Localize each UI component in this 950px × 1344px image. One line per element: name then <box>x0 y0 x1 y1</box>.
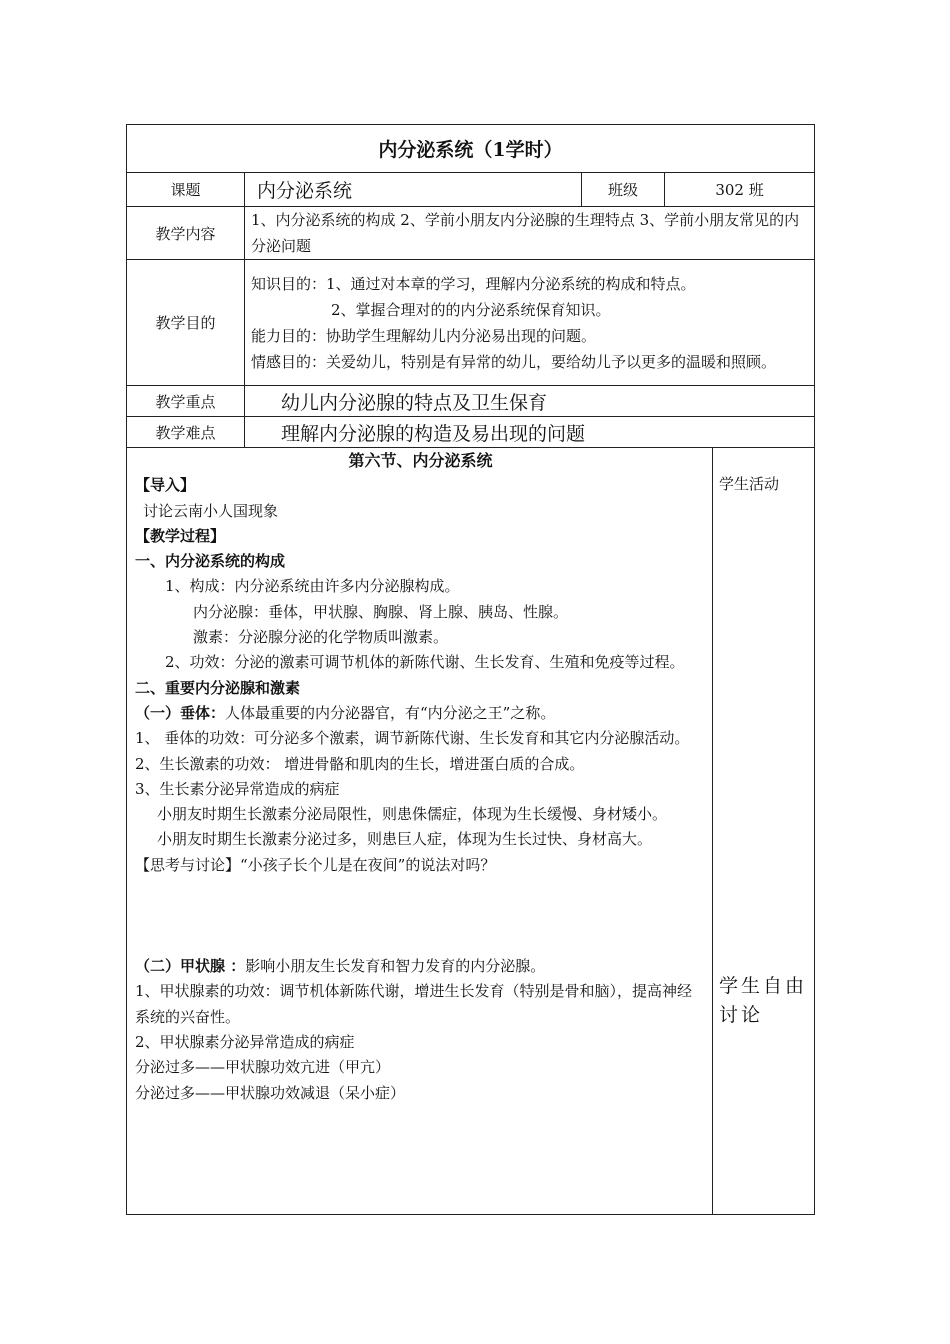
lesson-content-cell <box>127 448 713 1215</box>
lesson-plan-page <box>126 124 814 1215</box>
key-point-label: 教学重点 <box>127 386 245 417</box>
emotion-goal: 情感目的：关爱幼儿，特别是有异常的幼儿，要给幼儿予以更多的温暖和照顾。 <box>251 352 777 371</box>
lesson-body-table <box>126 447 815 1215</box>
pituitary-function: 1、 垂体的功效：可分泌多个激素，调节新陈代谢、生长发育和其它内分泌腺活动。 <box>135 729 690 748</box>
goals-label: 教学目的 <box>127 260 245 386</box>
difficulty-text: 理解内分泌腺的构造及易出现的问题 <box>245 417 815 448</box>
composition-line: 1、构成：内分泌系统由许多内分泌腺构成。 <box>165 577 460 596</box>
part1-heading: 一、内分泌系统的构成 <box>135 552 286 571</box>
thyroid-heading: （二）甲状腺 ： <box>135 957 246 976</box>
growth-hormone-function: 2、生长激素的功效： 增进骨骼和肌肉的生长，增进蛋白质的合成。 <box>135 754 585 773</box>
difficulty-label: 教学难点 <box>127 417 245 448</box>
part2-heading: 二、重要内分泌腺和激素 <box>135 678 301 697</box>
gigantism-line: 小朋友时期生长激素分泌过多，则患巨人症，体现为生长过快、身材高大。 <box>157 830 653 849</box>
thyroid-intro <box>135 954 706 979</box>
class-value: 302 班 <box>665 173 815 207</box>
glands-line: 内分泌腺：垂体，甲状腺、胸腺、肾上腺、胰岛、性腺。 <box>193 602 569 621</box>
pituitary-text: 人体最重要的内分泌器官，有“内分泌之王”之称。 <box>225 703 556 722</box>
class-label: 班级 <box>582 173 665 207</box>
student-activity-cell <box>713 448 815 1215</box>
key-point-text: 幼儿内分泌腺的特点及卫生保育 <box>245 386 815 417</box>
thyroid-text: 影响小朋友生长发育和智力发育的内分泌腺。 <box>245 957 546 976</box>
goals-cell <box>245 260 815 386</box>
thyroxine-function: 1、甲状腺素的功效：调节机体新陈代谢，增进生长发育（特别是骨和脑），提高神经系统的兴奋性。 <box>135 982 693 1026</box>
document-title: 内分泌系统（1学时） <box>127 125 815 173</box>
thyroxine-disorders: 2、甲状腺素分泌异常造成的病症 <box>135 1032 355 1051</box>
pituitary-intro <box>135 701 706 726</box>
function-line: 2、功效：分泌的激素可调节机体的新陈代谢、生长发育、生殖和免疫等过程。 <box>165 653 685 672</box>
section-title: 第六节、内分泌系统 <box>348 451 493 470</box>
growth-hormone-disorders: 3、生长素分泌异常造成的病症 <box>135 779 340 798</box>
discussion-question: 【思考与讨论】“小孩子长个儿是在夜间”的说法对吗？ <box>135 855 496 874</box>
content-text: 1、内分泌系统的构成 2、学前小朋友内分泌腺的生理特点 3、学前小朋友常见的内分泌问题 <box>245 207 815 260</box>
hypothyroid-line: 分泌过多——甲状腺功效减退（呆小症） <box>135 1083 406 1102</box>
discussion-space <box>135 878 706 954</box>
dwarfism-line: 小朋友时期生长激素分泌局限性，则患侏儒症，体现为生长缓慢、身材矮小。 <box>157 805 668 824</box>
student-free-discussion: 学生自由讨论 <box>719 975 808 1026</box>
topic-label: 课题 <box>127 173 245 207</box>
hyperthyroid-line: 分泌过多——甲状腺功效亢进（甲亢） <box>135 1058 391 1077</box>
process-heading: 【教学过程】 <box>135 526 226 545</box>
topic-value: 内分泌系统 <box>245 173 582 207</box>
header-table <box>126 124 815 448</box>
content-label: 教学内容 <box>127 207 245 260</box>
pituitary-heading: （一）垂体： <box>135 703 226 722</box>
hormone-line: 激素：分泌腺分泌的化学物质叫激素。 <box>193 628 449 647</box>
knowledge-goal-2: 2、掌握合理对的的内分泌系统保育知识。 <box>331 300 611 319</box>
intro-heading: 【导入】 <box>135 476 196 495</box>
ability-goal: 能力目的：协助学生理解幼儿内分泌易出现的问题。 <box>251 326 597 345</box>
student-activity-label: 学生活动 <box>719 475 780 493</box>
intro-text: 讨论云南小人国现象 <box>143 501 279 520</box>
knowledge-goal-1: 知识目的：1、通过对本章的学习，理解内分泌系统的构成和特点。 <box>251 274 696 293</box>
